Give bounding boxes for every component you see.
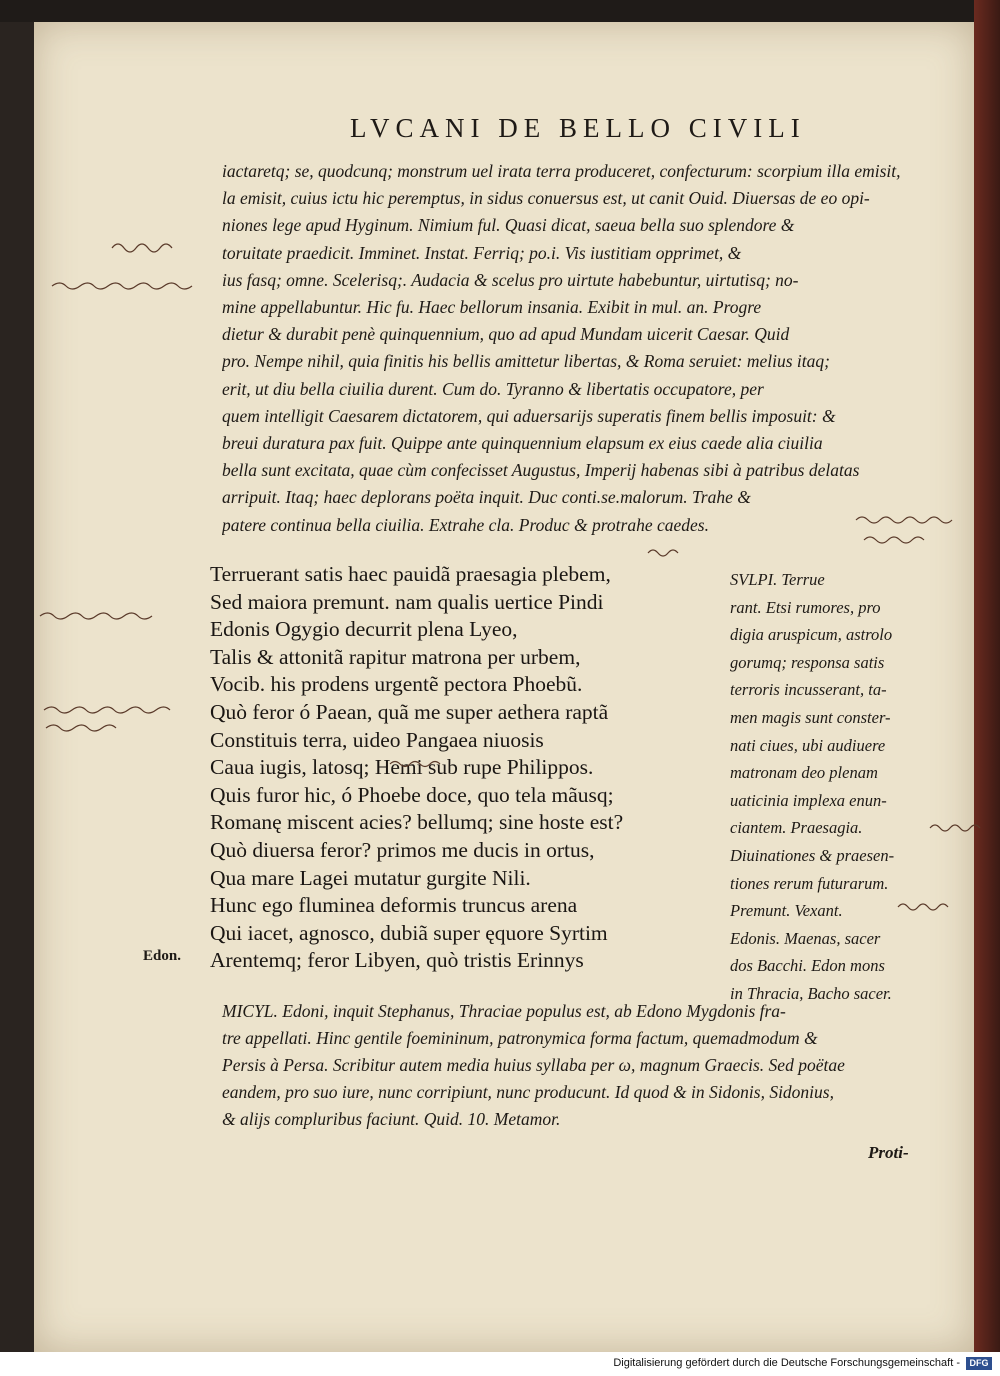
commentary-line: ius fasq; omne. Scelerisq;. Audacia & scelus pro uirtute habebuntur, uirtutisq; no- <box>222 269 799 290</box>
edon-margin-label: Edon. <box>143 948 181 964</box>
dfg-logo: DFG <box>966 1357 992 1370</box>
micyl-line: eandem, pro suo iure, nunc corripiunt, nunc producunt. Id quod & in Sidonis, Sidonius, <box>222 1082 834 1102</box>
scan-top-edge <box>0 0 1000 22</box>
micyl-line: & alijs compluribus faciunt. Quid. 10. Metamor. <box>222 1109 561 1129</box>
gloss-line: nati ciues, ubi audiuere <box>730 735 886 755</box>
commentary-line: pro. Nempe nihil, quia finitis his bellis amittetur libertas, & Roma seruiet: melius itaq; <box>222 351 830 372</box>
verse-line: Arentemq; feror Libyen, quò tristis Erinnys <box>210 948 584 973</box>
commentary-block <box>222 158 960 539</box>
gloss-line: rant. Etsi rumores, pro <box>730 597 881 617</box>
verse-line: Vocib. his prodens urgentẽ pectora Phoebũ. <box>210 672 583 697</box>
commentary-line: dietur & durabit penè quinquennium, quo ad apud Mundam uicerit Caesar. Quid <box>222 324 790 345</box>
book-binding-edge <box>974 0 1000 1376</box>
verse-line: Terruerant satis haec pauidã praesagia plebem, <box>210 562 611 586</box>
commentary-line: quem intelligit Caesarem dictatorem, qui aduersarijs superatis finem bellis imposuit: & <box>222 405 836 426</box>
verse-line: Talis & attonitã rapitur matrona per urbem, <box>210 644 581 669</box>
verse-line: Hunc ego fluminea deformis truncus arena <box>210 893 578 918</box>
commentary-line: bella sunt excitata, quae cùm confecisset Augustus, Imperij habenas sibi à patribus delatas <box>222 460 860 481</box>
verse-block <box>210 561 730 975</box>
verse-line: Sed maiora premunt. nam qualis uertice Pindi <box>210 589 604 614</box>
gloss-line: digia aruspicum, astrolo <box>730 625 893 645</box>
gloss-line: matronam deo plenam <box>730 763 878 783</box>
gloss-line: Diuinationes & praesen- <box>730 845 895 865</box>
gloss-line: gorumq; responsa satis <box>730 652 885 672</box>
gloss-line: tiones rerum futurarum. <box>730 873 889 893</box>
running-head: LVCANI DE BELLO CIVILI <box>350 113 806 143</box>
micyllus-commentary <box>222 998 962 1133</box>
gloss-line: Premunt. Vexant. <box>730 901 843 921</box>
commentary-line: arripuit. Itaq; haec deplorans poëta inquit. Duc conti.se.malorum. Trahe & <box>222 487 751 508</box>
gloss-line: Edonis. Maenas, sacer <box>730 928 881 948</box>
gloss-line: ciantem. Praesagia. <box>730 818 863 838</box>
gloss-line: in Thracia, Bacho sacer. <box>730 983 892 1003</box>
verse-line: Constituis terra, uideo Pangaea niuosis <box>210 727 544 752</box>
micyl-line: MICYL. Edoni, inquit Stephanus, Thraciae populus est, ab Edono Mygdonis fra- <box>222 1001 786 1021</box>
gloss-line: uaticinia implexa enun- <box>730 790 887 810</box>
commentary-line: mine appellabuntur. Hic fu. Haec bellorum insania. Exibit in mul. an. Progre <box>222 297 762 318</box>
commentary-line: la emisit, cuius ictu hic peremptus, in sidus conuersus est, ut canit Ouid. Diuersas de eo opi- <box>222 188 870 209</box>
digitization-footer <box>0 1352 1000 1376</box>
footer-credit: Digitalisierung gefördert durch die Deutsche Forschungsgemeinschaft - <box>613 1357 960 1369</box>
verse-line: Edonis Ogygio decurrit plena Lyeo, <box>210 617 518 642</box>
catchword: Proti- <box>868 1143 909 1162</box>
gloss-line: men magis sunt conster- <box>730 707 891 727</box>
commentary-line: toruitate praedicit. Imminet. Instat. Ferriq; po.i. Vis iustitiam opprimet, & <box>222 242 742 263</box>
verse-line: Qui iacet, agnosco, dubiã super ęquore Syrtim <box>210 920 608 945</box>
verse-line: Caua iugis, latosq; Hemi sub rupe Philippos. <box>210 755 594 780</box>
commentary-line: niones lege apud Hyginum. Nimium ful. Quasi dicat, saeua bella suo splendore & <box>222 215 795 236</box>
commentary-line: breui duratura pax fuit. Quippe ante quinquennium elapsum ex eius caede alia ciuilia <box>222 433 823 454</box>
commentary-line: iactaretq; se, quodcunq; monstrum uel irata terra produceret, confecturum: scorpium illa emisit, <box>222 161 901 181</box>
commentary-line: patere continua bella ciuilia. Extrahe cla. Produc & protrahe caedes. <box>222 514 709 535</box>
micyl-line: Persis à Persa. Scribitur autem media huius syllaba per ω, magnum Graecis. Sed poëtae <box>222 1055 845 1075</box>
gloss-line: dos Bacchi. Edon mons <box>730 956 885 976</box>
gloss-line: terroris incusserant, ta- <box>730 680 887 700</box>
verse-line: Quò diuersa feror? primos me ducis in ortus, <box>210 837 595 862</box>
verse-line: Quò feror ó Paean, quã me super aethera raptã <box>210 699 609 724</box>
verse-line: Romanę miscent acies? bellumq; sine hoste est? <box>210 810 624 835</box>
verse-line: Qua mare Lagei mutatur gurgite Nili. <box>210 865 531 890</box>
verse-line: Quis furor hic, ó Phoebe doce, quo tela mãusq; <box>210 782 614 807</box>
commentary-line: erit, ut diu bella ciuilia durent. Cum do. Tyranno & libertatis occupatore, per <box>222 378 764 399</box>
sulpicius-gloss <box>730 566 965 1008</box>
gloss-line: SVLPI. Terrue <box>730 570 825 589</box>
micyl-line: tre appellati. Hinc gentile foemininum, patronymica forma factum, quemadmodum & <box>222 1028 818 1048</box>
